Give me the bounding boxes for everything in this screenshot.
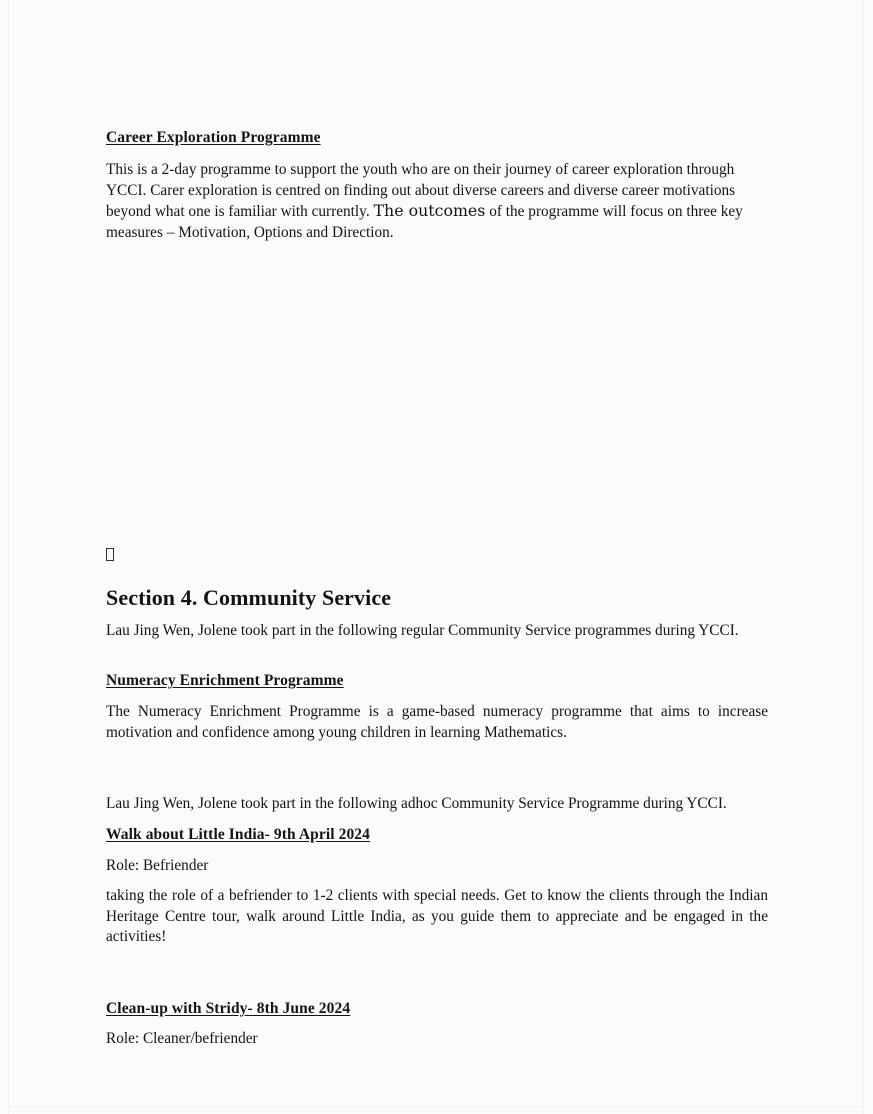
career-paragraph-emphasis: The outcomes (373, 201, 486, 220)
clean-up-role-line: Role: Cleaner/befriender (106, 1030, 258, 1047)
section-4-heading: Section 4. Community Service (106, 585, 392, 610)
empty-image-region (106, 250, 768, 535)
career-paragraph-text-tail: of the programme will focus on three key measures – Motivation, Options and Direction. (106, 203, 743, 241)
page-edge-bottom (8, 1106, 864, 1107)
walk-about-little-india-heading: Walk about Little India- 9th April 2024 (106, 826, 371, 843)
page-edge-left (8, 0, 9, 1114)
career-paragraph-text-lead: This is a 2-day programme to support the youth who are on their journey of career exploration through YCCI. Carer exploration is centred on finding out about diverse careers and diverse career motivations beyond what one is familiar with currently. (106, 161, 736, 220)
numeracy-enrichment-heading: Numeracy Enrichment Programme (106, 672, 344, 689)
adhoc-intro-paragraph: Lau Jing Wen, Jolene took part in the following adhoc Community Service Programme during YCCI. (106, 795, 727, 812)
clean-up-with-stridy-heading: Clean-up with Stridy- 8th June 2024 (106, 1000, 351, 1017)
missing-glyph-row (106, 545, 114, 563)
walk-about-description-paragraph: taking the role of a befriender to 1-2 clients with special needs. Get to know the clients through the Indian Heritage Centre tour, walk around Little India, as you guide them to appreciate and be engaged in the activities! (106, 887, 768, 945)
page-edge-right (863, 0, 864, 1114)
career-exploration-paragraph (106, 160, 766, 243)
section-4-intro-paragraph: Lau Jing Wen, Jolene took part in the following regular Community Service programmes during YCCI. (106, 622, 739, 639)
walk-about-role-line: Role: Befriender (106, 857, 209, 874)
numeracy-enrichment-paragraph: The Numeracy Enrichment Programme is a game-based numeracy programme that aims to increase motivation and confidence among young children in learning Mathematics. (106, 703, 768, 741)
career-exploration-heading: Career Exploration Programme (106, 129, 321, 146)
missing-character-box-icon (106, 548, 114, 561)
